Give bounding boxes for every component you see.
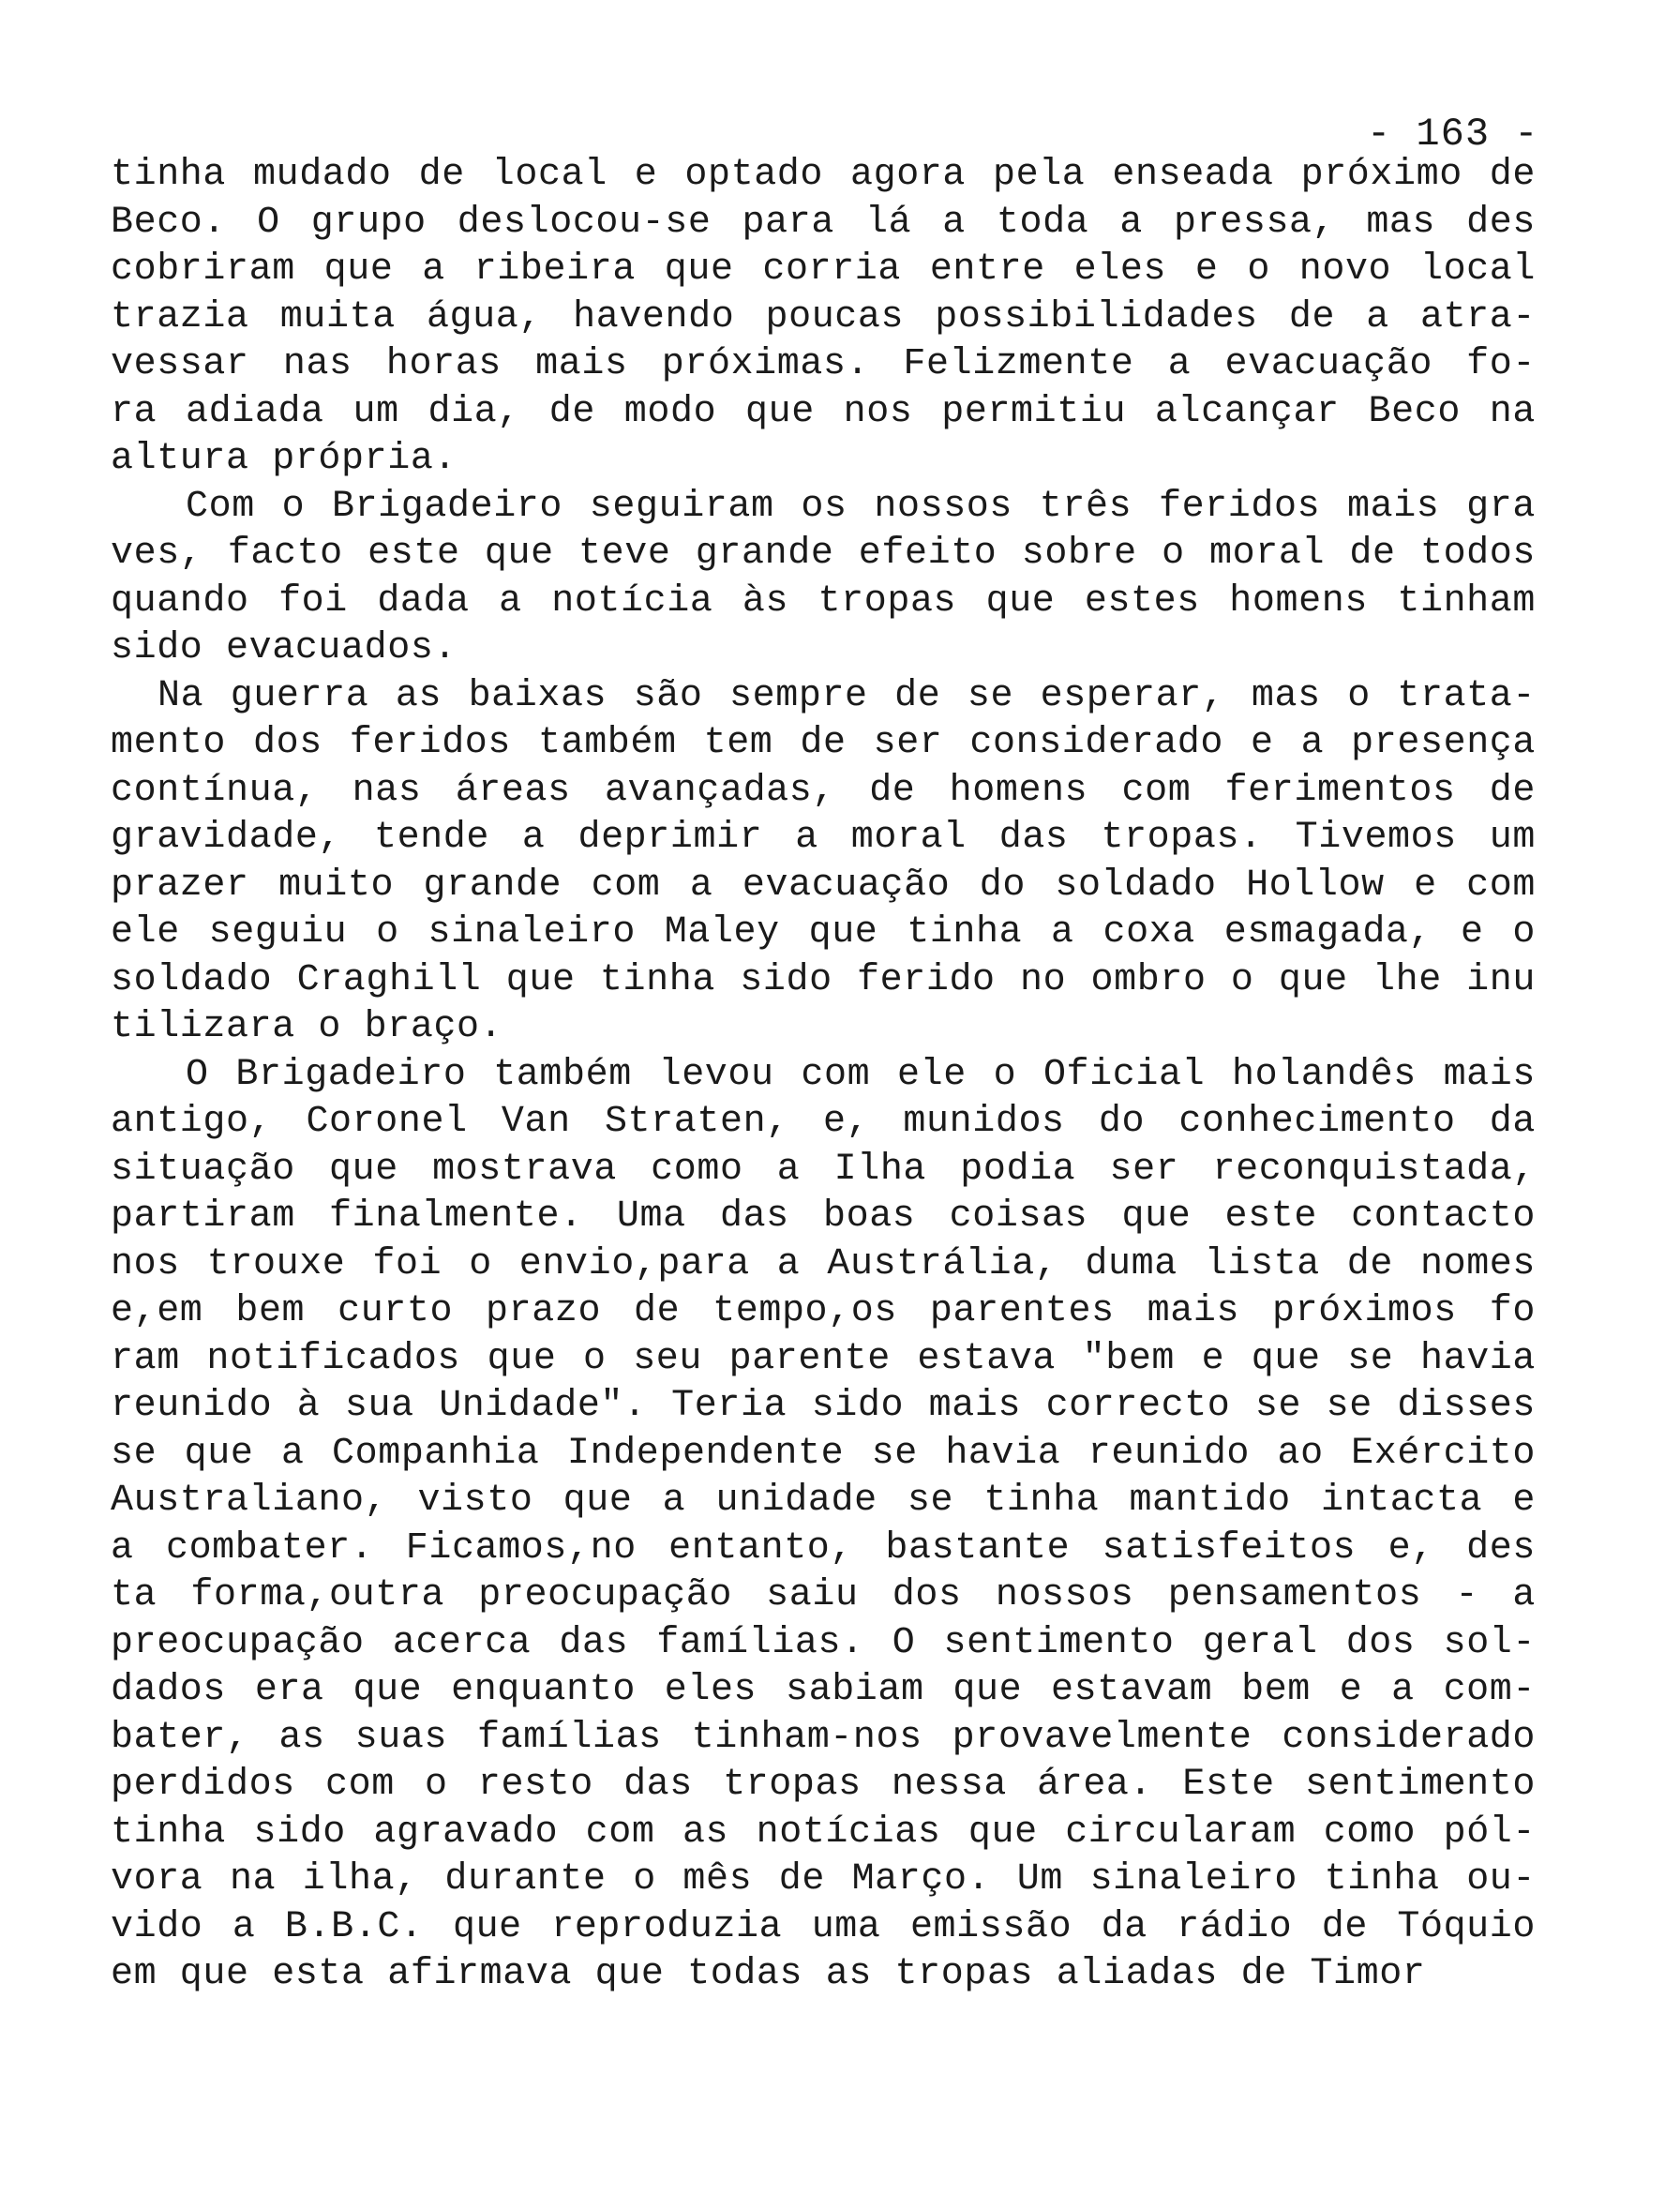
text-line: mento dos feridos também tem de ser considerado e a presença [111,722,1536,764]
text-line: Com o Brigadeiro seguiram os nossos três feridos mais gra [186,485,1536,528]
text-line: situação que mostrava como a Ilha podia ser reconquistada, [111,1148,1536,1191]
text-line: ves, facto este que teve grande efeito sobre o moral de todos [111,533,1536,575]
text-line: contínua, nas áreas avançadas, de homens com ferimentos de [111,769,1536,812]
text-line: a combater. Ficamos,no entanto, bastante satisfeitos e, des [111,1526,1536,1570]
text-line: e,em bem curto prazo de tempo,os parentes mais próximos fo [111,1290,1536,1332]
text-line: vido a B.B.C. que reproduzia uma emissão da rádio de Tóquio [111,1905,1536,1948]
text-line: Australiano, visto que a unidade se tinha mantido intacta e [111,1480,1536,1522]
text-line: tinha sido agravado com as notícias que circularam como pól- [111,1811,1536,1854]
text-line: antigo, Coronel Van Straten, e, munidos do conhecimento da [111,1101,1536,1143]
text-line: nos trouxe foi o envio,para a Austrália, duma lista de nomes [111,1242,1536,1285]
text-line: sido evacuados. [111,627,458,669]
text-line: ra adiada um dia, de modo que nos permitiu alcançar Beco na [111,390,1536,433]
text-line: preocupação acerca das famílias. O sentimento geral dos sol- [111,1621,1536,1664]
text-line: ele seguiu o sinaleiro Maley que tinha a coxa esmagada, e o [111,911,1536,954]
text-line: partiram finalmente. Uma das boas coisas que este contacto [111,1195,1536,1238]
text-line: gravidade, tende a deprimir a moral das tropas. Tivemos um [111,817,1536,859]
text-line: tilizara o braço. [111,1006,503,1048]
text-line: soldado Craghill que tinha sido ferido no ombro o que lhe inu [111,958,1536,1001]
body-text [111,152,1536,1999]
text-line: vessar nas horas mais próximas. Felizmente a evacuação fo- [111,343,1536,385]
text-line: bater, as suas famílias tinham-nos provavelmente considerado [111,1716,1536,1759]
text-line: Na guerra as baixas são sempre de se esperar, mas o trata- [158,674,1536,717]
text-line: reunido à sua Unidade". Teria sido mais correcto se se disses [111,1385,1536,1427]
text-line: ram notificados que o seu parente estava "bem e que se havia [111,1337,1536,1380]
text-line: em que esta afirmava que todas as tropas aliadas de Timor [111,1953,1426,1995]
text-line: tinha mudado de local e optado agora pela enseada próximo de [111,154,1536,196]
text-line: trazia muita água, havendo poucas possibilidades de a atra- [111,295,1536,338]
text-line: cobriram que a ribeira que corria entre eles e o novo local [111,248,1536,291]
text-line: vora na ilha, durante o mês de Março. Um sinaleiro tinha ou- [111,1858,1536,1901]
text-line: prazer muito grande com a evacuação do soldado Hollow e com [111,864,1536,907]
text-line: perdidos com o resto das tropas nessa área. Este sentimento [111,1764,1536,1806]
text-line: quando foi dada a notícia às tropas que estes homens tinham [111,579,1536,623]
text-line: se que a Companhia Independente se havia reunido ao Exército [111,1432,1536,1475]
text-line: altura própria. [111,438,458,480]
text-line: Beco. O grupo deslocou-se para lá a toda a pressa, mas des [111,201,1536,244]
text-line: ta forma,outra preocupação saiu dos nossos pensamentos - a [111,1574,1536,1616]
text-line: O Brigadeiro também levou com ele o Oficial holandês mais [186,1053,1536,1096]
text-line: dados era que enquanto eles sabiam que estavam bem e a com- [111,1669,1536,1711]
page-number: - 163 - [1367,112,1539,157]
